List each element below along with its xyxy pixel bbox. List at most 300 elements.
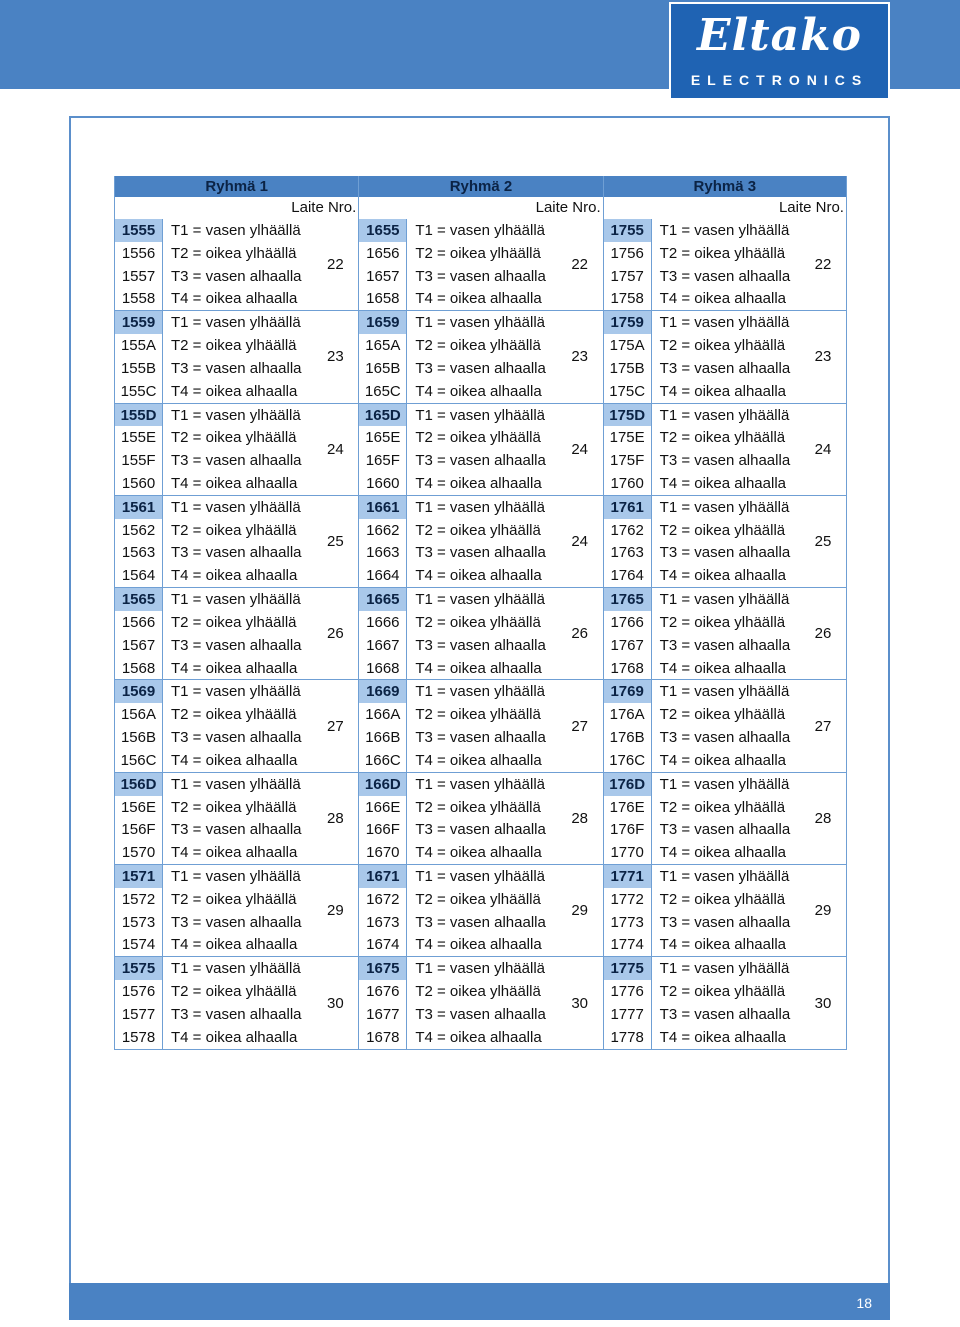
- function-label: T1 = vasen ylhäällä: [659, 775, 790, 793]
- function-label: T3 = vasen alhaalla: [171, 729, 302, 747]
- device-code: 1768: [610, 659, 644, 677]
- device-code: 1764: [610, 567, 644, 585]
- device-code: 1759: [604, 311, 651, 334]
- device-code: 176D: [604, 773, 651, 796]
- function-label: T3 = vasen alhaalla: [415, 359, 546, 377]
- laite-number: 25: [326, 533, 344, 551]
- device-code: 1661: [359, 496, 406, 519]
- device-block: [359, 773, 602, 865]
- device-code: 1656: [366, 244, 400, 262]
- function-label: T3 = vasen alhaalla: [659, 544, 791, 562]
- device-code: 1775: [604, 957, 651, 980]
- function-column: [407, 957, 556, 1048]
- device-block: [359, 496, 602, 588]
- code-column: [604, 311, 652, 402]
- device-code: 1767: [610, 636, 644, 654]
- function-label: T2 = oikea ylhäällä: [415, 798, 541, 816]
- function-column: [163, 865, 312, 956]
- function-label: T4 = oikea alhaalla: [415, 844, 542, 862]
- function-label: T2 = oikea ylhäällä: [415, 337, 541, 355]
- function-label: T1 = vasen ylhäällä: [171, 960, 301, 978]
- device-code: 1678: [366, 1028, 400, 1046]
- function-label: T1 = vasen ylhäällä: [415, 221, 545, 239]
- function-label: T2 = oikea ylhäällä: [415, 890, 541, 908]
- function-label: T2 = oikea ylhäällä: [415, 613, 541, 631]
- device-block: [359, 588, 602, 680]
- function-label: T4 = oikea alhaalla: [659, 1028, 786, 1046]
- function-label: T3 = vasen alhaalla: [415, 729, 546, 747]
- function-label: T3 = vasen alhaalla: [171, 452, 302, 470]
- device-block: [359, 219, 602, 311]
- function-column: [652, 957, 800, 1048]
- device-code: 1757: [610, 267, 644, 285]
- device-block: [604, 865, 846, 957]
- device-code: 1555: [115, 219, 162, 242]
- code-column: [115, 496, 163, 587]
- device-code: 1777: [610, 1005, 644, 1023]
- device-block: [115, 496, 358, 588]
- laite-number: 27: [814, 717, 832, 735]
- laite-nro-header: Laite Nro.: [535, 199, 601, 216]
- function-column: [163, 680, 312, 771]
- function-label: T3 = vasen alhaalla: [171, 359, 302, 377]
- function-label: T2 = oikea ylhäällä: [659, 613, 786, 631]
- device-code: 1672: [366, 890, 400, 908]
- function-label: T4 = oikea alhaalla: [415, 751, 542, 769]
- function-label: T1 = vasen ylhäällä: [171, 867, 301, 885]
- device-code: 1659: [359, 311, 406, 334]
- code-column: [115, 588, 163, 679]
- function-label: T4 = oikea alhaalla: [415, 936, 542, 954]
- function-label: T3 = vasen alhaalla: [415, 636, 546, 654]
- device-code: 166B: [365, 729, 401, 747]
- function-label: T3 = vasen alhaalla: [415, 452, 546, 470]
- device-code: 1557: [121, 267, 156, 285]
- device-code: 1776: [610, 983, 644, 1001]
- device-code: 1558: [121, 290, 156, 308]
- code-column: [359, 588, 407, 679]
- device-code: 1562: [121, 521, 156, 539]
- device-code: 175C: [609, 382, 646, 400]
- device-code: 155B: [120, 359, 157, 377]
- function-label: T1 = vasen ylhäällä: [659, 498, 790, 516]
- device-block: [604, 404, 846, 496]
- code-column: [604, 496, 652, 587]
- device-code: 1567: [121, 636, 156, 654]
- device-block: [115, 865, 358, 957]
- group-title: Ryhmä 2: [359, 176, 602, 197]
- function-label: T4 = oikea alhaalla: [171, 844, 298, 862]
- device-code: 1676: [366, 983, 400, 1001]
- function-column: [407, 773, 556, 864]
- group-3: [603, 176, 847, 1050]
- function-label: T3 = vasen alhaalla: [659, 636, 791, 654]
- device-code: 1762: [610, 521, 644, 539]
- function-label: T3 = vasen alhaalla: [659, 267, 791, 285]
- device-code: 1670: [366, 844, 400, 862]
- device-code: 155A: [120, 337, 157, 355]
- device-block: [359, 404, 602, 496]
- function-label: T3 = vasen alhaalla: [171, 913, 302, 931]
- function-column: [163, 957, 312, 1048]
- laite-number: 24: [571, 533, 588, 551]
- device-code: 1573: [121, 913, 156, 931]
- function-label: T4 = oikea alhaalla: [415, 659, 542, 677]
- device-code: 1668: [366, 659, 400, 677]
- device-code: 1664: [366, 567, 400, 585]
- code-column: [359, 311, 407, 402]
- function-label: T2 = oikea ylhäällä: [171, 337, 297, 355]
- function-label: T4 = oikea alhaalla: [659, 659, 786, 677]
- device-code: 1655: [359, 219, 406, 242]
- function-label: T2 = oikea ylhäällä: [415, 706, 541, 724]
- function-label: T3 = vasen alhaalla: [171, 821, 302, 839]
- function-label: T1 = vasen ylhäällä: [415, 591, 545, 609]
- logo-subtitle: ELECTRONICS: [690, 72, 869, 88]
- group-title: Ryhmä 3: [604, 176, 846, 197]
- device-block: [115, 219, 358, 311]
- code-column: [115, 404, 163, 495]
- code-column: [359, 404, 407, 495]
- device-block: [115, 311, 358, 403]
- device-code: 1560: [121, 474, 156, 492]
- function-column: [407, 404, 556, 495]
- code-column: [604, 957, 652, 1048]
- laite-number: 29: [326, 902, 344, 920]
- device-code: 175E: [609, 429, 645, 447]
- logo-word: Eltako: [697, 10, 862, 61]
- device-code: 155C: [120, 382, 157, 400]
- function-label: T1 = vasen ylhäällä: [171, 591, 301, 609]
- function-label: T3 = vasen alhaalla: [415, 1005, 546, 1023]
- code-column: [115, 311, 163, 402]
- code-column: [604, 219, 652, 310]
- function-label: T2 = oikea ylhäällä: [415, 983, 541, 1001]
- laite-number: 30: [814, 994, 832, 1012]
- code-column: [115, 219, 163, 310]
- function-label: T3 = vasen alhaalla: [659, 729, 791, 747]
- laite-number: 28: [571, 809, 588, 827]
- function-label: T2 = oikea ylhäällä: [659, 706, 786, 724]
- function-column: [163, 404, 312, 495]
- code-column: [359, 865, 407, 956]
- function-label: T3 = vasen alhaalla: [415, 913, 546, 931]
- code-column: [359, 219, 407, 310]
- device-code: 175F: [610, 452, 645, 470]
- function-label: T2 = oikea ylhäällä: [659, 890, 786, 908]
- code-column: [115, 957, 163, 1048]
- function-column: [652, 865, 800, 956]
- device-code: 1771: [604, 865, 651, 888]
- device-block: [359, 957, 602, 1049]
- function-label: T2 = oikea ylhäällä: [171, 244, 297, 262]
- laite-number: 26: [326, 625, 344, 643]
- page-number: 18: [856, 1295, 872, 1311]
- device-block: [604, 311, 846, 403]
- device-code: 1576: [121, 983, 156, 1001]
- device-code: 1763: [610, 544, 644, 562]
- function-label: T4 = oikea alhaalla: [659, 936, 786, 954]
- device-code: 1570: [121, 844, 156, 862]
- function-label: T4 = oikea alhaalla: [171, 382, 298, 400]
- function-label: T4 = oikea alhaalla: [659, 751, 786, 769]
- device-code: 1665: [359, 588, 406, 611]
- device-block: [115, 957, 358, 1049]
- function-label: T4 = oikea alhaalla: [415, 567, 542, 585]
- function-label: T4 = oikea alhaalla: [171, 659, 298, 677]
- function-label: T1 = vasen ylhäällä: [171, 498, 301, 516]
- device-code: 1575: [115, 957, 162, 980]
- laite-number: 24: [326, 440, 344, 458]
- device-code: 166A: [365, 706, 401, 724]
- eltako-logo: [669, 2, 890, 100]
- function-label: T2 = oikea ylhäällä: [659, 429, 786, 447]
- function-label: T1 = vasen ylhäällä: [415, 498, 545, 516]
- function-label: T1 = vasen ylhäällä: [171, 221, 301, 239]
- device-code: 1675: [359, 957, 406, 980]
- device-code: 1673: [366, 913, 400, 931]
- device-code: 165A: [365, 337, 401, 355]
- laite-number: 25: [814, 533, 832, 551]
- function-label: T4 = oikea alhaalla: [659, 290, 786, 308]
- device-block: [604, 219, 846, 311]
- device-code: 166D: [359, 773, 406, 796]
- function-column: [407, 311, 556, 402]
- device-block: [359, 311, 602, 403]
- code-column: [359, 496, 407, 587]
- function-column: [163, 496, 312, 587]
- function-column: [407, 680, 556, 771]
- function-column: [652, 773, 800, 864]
- device-code: 1660: [366, 474, 400, 492]
- function-label: T2 = oikea ylhäällä: [659, 798, 786, 816]
- function-label: T2 = oikea ylhäällä: [659, 337, 786, 355]
- device-code: 175A: [609, 337, 645, 355]
- device-code: 155F: [121, 452, 156, 470]
- device-code: 165E: [365, 429, 401, 447]
- function-label: T4 = oikea alhaalla: [659, 567, 786, 585]
- device-code: 1758: [610, 290, 644, 308]
- laite-number: 30: [571, 994, 588, 1012]
- laite-number: 24: [814, 440, 832, 458]
- device-code: 1572: [121, 890, 156, 908]
- function-label: T1 = vasen ylhäällä: [415, 683, 545, 701]
- function-label: T4 = oikea alhaalla: [659, 382, 786, 400]
- function-label: T3 = vasen alhaalla: [659, 1005, 791, 1023]
- function-label: T4 = oikea alhaalla: [659, 844, 786, 862]
- function-label: T4 = oikea alhaalla: [415, 1028, 542, 1046]
- laite-nro-header: Laite Nro.: [291, 199, 357, 216]
- code-column: [604, 588, 652, 679]
- function-label: T3 = vasen alhaalla: [659, 821, 791, 839]
- function-column: [652, 496, 800, 587]
- device-code: 1761: [604, 496, 651, 519]
- laite-number: 22: [326, 256, 344, 274]
- device-code: 156A: [120, 706, 157, 724]
- group-title: Ryhmä 1: [115, 176, 358, 197]
- device-code: 1662: [366, 521, 400, 539]
- device-code: 1773: [610, 913, 644, 931]
- device-code: 1774: [610, 936, 644, 954]
- function-label: T3 = vasen alhaalla: [659, 359, 791, 377]
- device-code: 1760: [610, 474, 644, 492]
- function-label: T1 = vasen ylhäällä: [659, 960, 790, 978]
- function-label: T1 = vasen ylhäällä: [415, 867, 545, 885]
- function-label: T4 = oikea alhaalla: [171, 1028, 298, 1046]
- device-code: 1568: [121, 659, 156, 677]
- laite-number: 22: [571, 256, 588, 274]
- function-label: T2 = oikea ylhäällä: [415, 429, 541, 447]
- laite-number: 23: [814, 348, 832, 366]
- device-code: 1561: [115, 496, 162, 519]
- function-label: T1 = vasen ylhäällä: [415, 960, 545, 978]
- device-code: 1569: [115, 680, 162, 703]
- device-code: 176F: [610, 821, 645, 839]
- function-label: T2 = oikea ylhäällä: [171, 429, 297, 447]
- device-block: [115, 588, 358, 680]
- device-code: 1657: [366, 267, 400, 285]
- device-code: 1563: [121, 544, 156, 562]
- device-code: 165F: [365, 452, 400, 470]
- device-code: 1674: [366, 936, 400, 954]
- function-label: T2 = oikea ylhäällä: [171, 798, 297, 816]
- device-code: 1769: [604, 680, 651, 703]
- function-label: T1 = vasen ylhäällä: [659, 683, 790, 701]
- function-label: T1 = vasen ylhäällä: [659, 406, 790, 424]
- device-code: 1772: [610, 890, 644, 908]
- group-1: [114, 176, 358, 1050]
- code-column: [359, 957, 407, 1048]
- function-column: [652, 680, 800, 771]
- device-code: 1766: [610, 613, 644, 631]
- device-code: 1574: [121, 936, 156, 954]
- function-column: [652, 219, 800, 310]
- function-label: T3 = vasen alhaalla: [415, 821, 546, 839]
- device-table: [114, 176, 847, 1050]
- function-column: [652, 404, 800, 495]
- function-label: T4 = oikea alhaalla: [171, 290, 298, 308]
- device-code: 166C: [364, 751, 401, 769]
- laite-number: 30: [326, 994, 344, 1012]
- device-code: 176C: [609, 751, 646, 769]
- laite-number: 23: [571, 348, 588, 366]
- function-label: T3 = vasen alhaalla: [659, 913, 791, 931]
- function-label: T3 = vasen alhaalla: [171, 267, 302, 285]
- device-code: 1666: [366, 613, 400, 631]
- device-block: [115, 680, 358, 772]
- device-code: 166F: [365, 821, 400, 839]
- function-column: [163, 773, 312, 864]
- device-code: 1571: [115, 865, 162, 888]
- function-label: T1 = vasen ylhäällä: [415, 775, 545, 793]
- function-label: T2 = oikea ylhäällä: [659, 983, 786, 1001]
- function-column: [407, 219, 556, 310]
- function-label: T2 = oikea ylhäällä: [171, 613, 297, 631]
- laite-number: 27: [326, 717, 344, 735]
- device-code: 166E: [365, 798, 401, 816]
- function-label: T2 = oikea ylhäällä: [415, 244, 541, 262]
- device-code: 1765: [604, 588, 651, 611]
- device-block: [604, 957, 846, 1049]
- function-column: [163, 311, 312, 402]
- device-code: 1671: [359, 865, 406, 888]
- device-code: 1667: [366, 636, 400, 654]
- function-column: [652, 311, 800, 402]
- code-column: [359, 680, 407, 771]
- device-code: 176A: [609, 706, 645, 724]
- function-label: T1 = vasen ylhäällä: [415, 406, 545, 424]
- device-code: 165B: [365, 359, 401, 377]
- function-label: T1 = vasen ylhäällä: [171, 406, 301, 424]
- function-column: [407, 865, 556, 956]
- function-label: T1 = vasen ylhäällä: [659, 221, 790, 239]
- function-label: T2 = oikea ylhäällä: [415, 521, 541, 539]
- function-column: [407, 496, 556, 587]
- laite-number: 23: [326, 348, 344, 366]
- function-label: T1 = vasen ylhäällä: [415, 314, 545, 332]
- device-code: 1677: [366, 1005, 400, 1023]
- function-label: T1 = vasen ylhäällä: [171, 314, 301, 332]
- device-block: [604, 680, 846, 772]
- function-label: T3 = vasen alhaalla: [415, 267, 546, 285]
- function-column: [163, 219, 312, 310]
- function-column: [163, 588, 312, 679]
- device-code: 155E: [120, 429, 157, 447]
- function-label: T1 = vasen ylhäällä: [659, 867, 790, 885]
- function-label: T3 = vasen alhaalla: [171, 544, 302, 562]
- function-label: T4 = oikea alhaalla: [415, 382, 542, 400]
- device-code: 156D: [115, 773, 162, 796]
- device-code: 1559: [115, 311, 162, 334]
- function-label: T2 = oikea ylhäällä: [659, 244, 786, 262]
- function-label: T4 = oikea alhaalla: [415, 474, 542, 492]
- device-code: 176E: [609, 798, 645, 816]
- device-code: 1669: [359, 680, 406, 703]
- laite-number: 28: [326, 809, 344, 827]
- device-code: 1755: [604, 219, 651, 242]
- function-label: T2 = oikea ylhäällä: [171, 521, 297, 539]
- function-label: T4 = oikea alhaalla: [171, 936, 298, 954]
- function-label: T1 = vasen ylhäällä: [171, 683, 301, 701]
- laite-nro-header: Laite Nro.: [778, 199, 844, 216]
- device-code: 1577: [121, 1005, 156, 1023]
- device-code: 156C: [120, 751, 157, 769]
- device-block: [359, 680, 602, 772]
- device-code: 1566: [121, 613, 156, 631]
- function-label: T2 = oikea ylhäällä: [171, 983, 297, 1001]
- laite-number: 28: [814, 809, 832, 827]
- laite-number: 26: [814, 625, 832, 643]
- device-code: 1578: [121, 1028, 156, 1046]
- code-column: [359, 773, 407, 864]
- device-code: 156B: [120, 729, 157, 747]
- function-column: [652, 588, 800, 679]
- device-code: 156F: [121, 821, 156, 839]
- device-code: 1770: [610, 844, 644, 862]
- laite-number: 27: [571, 717, 588, 735]
- footer-band: [69, 1283, 890, 1320]
- device-code: 165C: [364, 382, 401, 400]
- device-code: 1658: [366, 290, 400, 308]
- device-block: [115, 773, 358, 865]
- laite-number: 29: [814, 902, 832, 920]
- device-block: [604, 588, 846, 680]
- device-code: 176B: [609, 729, 645, 747]
- device-block: [604, 773, 846, 865]
- laite-number: 26: [571, 625, 588, 643]
- function-label: T3 = vasen alhaalla: [171, 636, 302, 654]
- code-column: [604, 680, 652, 771]
